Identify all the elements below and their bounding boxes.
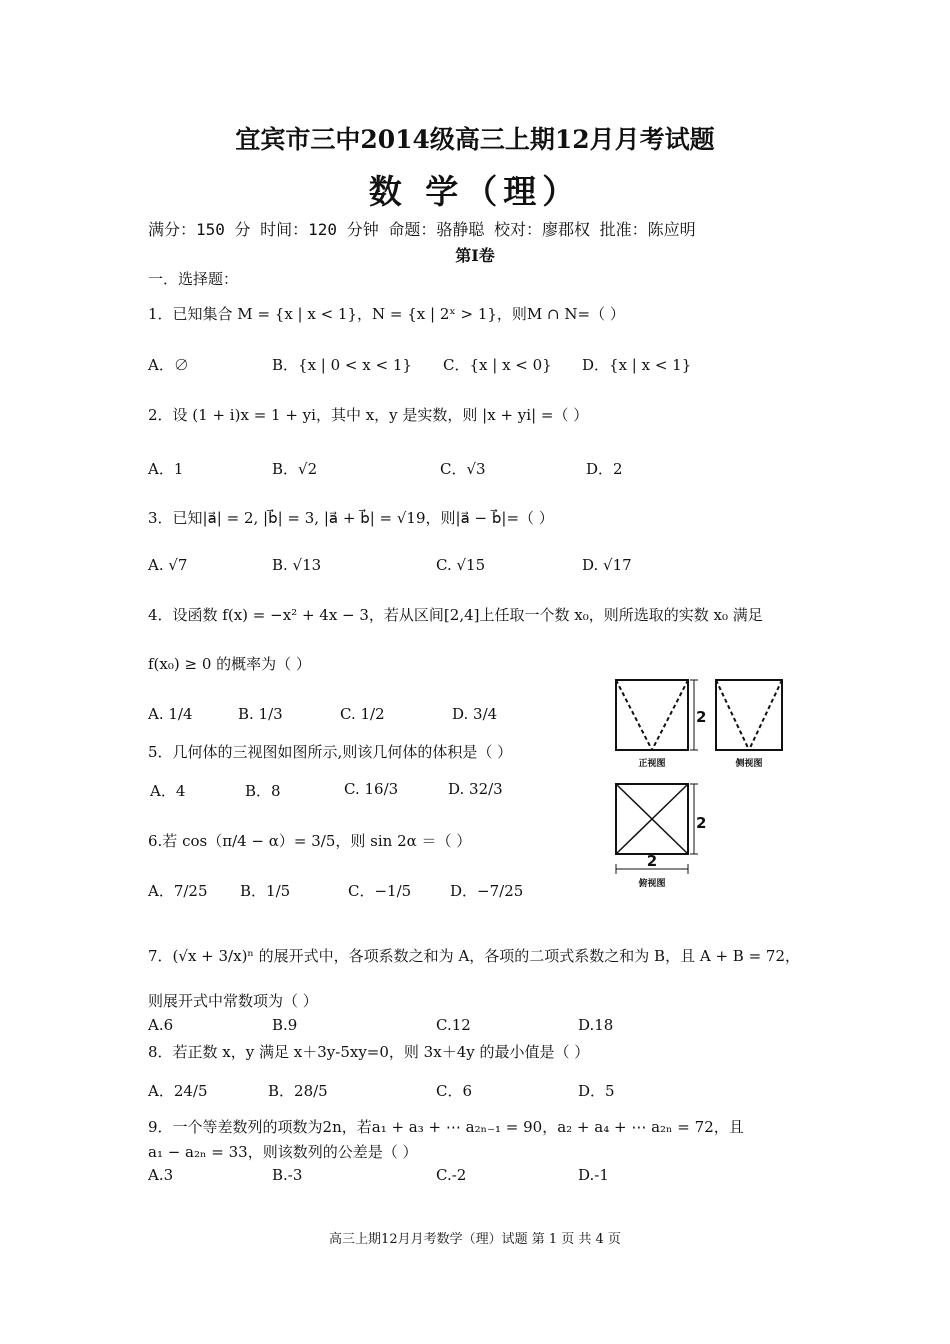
question-9-cont: a₁ − a₂ₙ = 33，则该数列的公差是（ ） (148, 1143, 418, 1161)
page-footer: 高三上期12月月考数学（理）试题 第 1 页 共 4 页 (329, 1232, 621, 1247)
q5-option-c: C. 16/3 (344, 780, 399, 798)
subject-title: 数 学（理） (368, 172, 582, 211)
q4-option-a: A. 1/4 (148, 705, 193, 723)
q4-option-b: B. 1/3 (238, 705, 283, 723)
q7-option-b: B.9 (272, 1016, 298, 1034)
q5-option-b: B．8 (245, 782, 281, 800)
question-1: 1．已知集合 M = {x | x < 1}，N = {x | 2ˣ > 1}，则M ∩ N=（ ） (148, 305, 625, 323)
section-label: 一．选择题： (148, 270, 239, 288)
q1-option-c: C．{x | x < 0} (443, 356, 552, 374)
q3-option-b: B. √13 (272, 556, 322, 574)
question-6: 6.若 cos（π/4 − α）= 3/5，则 sin 2α ＝（ ） (148, 832, 472, 850)
q5-option-a: A．4 (150, 782, 186, 800)
q6-option-c: C．−1/5 (348, 882, 412, 900)
question-7: 7．(√x + 3/x)ⁿ 的展开式中，各项系数之和为 A，各项的二项式系数之和为 B，且 A + B = 72， (148, 947, 800, 965)
question-2: 2．设 (1 + i)x = 1 + yi，其中 x，y 是实数，则 |x + yi| =（ ） (148, 406, 589, 424)
q8-option-a: A．24/5 (148, 1082, 208, 1100)
q2-option-b: B．√2 (272, 460, 318, 478)
q2-option-a: A．1 (148, 460, 184, 478)
q6-option-d: D．−7/25 (450, 882, 524, 900)
question-7-cont: 则展开式中常数项为（ ） (148, 992, 318, 1010)
top-height-dim: 2 (696, 814, 707, 832)
exam-meta: 满分：150 分 时间：120 分钟 命题：骆静聪 校对：廖郡权 批准：陈应明 (148, 220, 696, 239)
exam-title: 宜宾市三中2014级高三上期12月月考试题 (235, 125, 715, 154)
q9-option-c: C.-2 (436, 1166, 467, 1184)
top-view-label: 俯视图 (638, 879, 666, 889)
q9-option-b: B.-3 (272, 1166, 303, 1184)
q1-option-b: B．{x | 0 < x < 1} (272, 356, 412, 374)
q2-option-d: D．2 (586, 460, 623, 478)
front-view-label: 正视图 (638, 759, 666, 769)
volume-label: 第Ⅰ卷 (455, 246, 495, 265)
q4-option-c: C. 1/2 (340, 705, 385, 723)
q8-option-b: B．28/5 (268, 1082, 328, 1100)
question-4: 4．设函数 f(x) = −x² + 4x − 3，若从区间[2,4]上任取一个数 x₀，则所选取的实数 x₀ 满足 (148, 606, 763, 624)
q8-option-d: D．5 (578, 1082, 615, 1100)
three-view-figure (608, 672, 813, 897)
q6-option-b: B．1/5 (240, 882, 291, 900)
question-8: 8．若正数 x，y 满足 x＋3y-5xy=0，则 3x＋4y 的最小值是（ ） (148, 1043, 590, 1061)
q5-option-d: D. 32/3 (448, 780, 503, 798)
q7-option-c: C.12 (436, 1016, 471, 1034)
front-height-dim: 2 (696, 708, 707, 726)
q2-option-c: C．√3 (440, 460, 486, 478)
front-view (616, 680, 698, 750)
q9-option-a: A.3 (148, 1166, 174, 1184)
q9-option-d: D.-1 (578, 1166, 609, 1184)
q4-option-d: D. 3/4 (452, 705, 498, 723)
q6-option-a: A．7/25 (148, 882, 208, 900)
q3-option-c: C. √15 (436, 556, 486, 574)
q7-option-d: D.18 (578, 1016, 614, 1034)
question-4-cont: f(x₀) ≥ 0 的概率为（ ） (148, 655, 311, 673)
top-width-dim: 2 (646, 852, 658, 870)
q8-option-c: C．6 (436, 1082, 473, 1100)
side-view (716, 680, 782, 750)
q7-option-a: A.6 (148, 1016, 174, 1034)
q1-option-d: D．{x | x < 1} (582, 356, 692, 374)
q3-option-d: D. √17 (582, 556, 632, 574)
q3-option-a: A. √7 (148, 556, 188, 574)
q1-option-a: A．∅ (148, 356, 189, 374)
question-5: 5．几何体的三视图如图所示,则该几何体的体积是（ ） (148, 743, 513, 761)
question-9: 9．一个等差数列的项数为2n，若a₁ + a₃ + ⋯ a₂ₙ₋₁ = 90，a₂ + a₄ + ⋯ a₂ₙ = 72，且 (148, 1118, 744, 1136)
side-view-label: 侧视图 (735, 759, 763, 769)
question-3: 3．已知|a⃗| = 2, |b⃗| = 3, |a⃗ + b⃗| = √19，则|a⃗ − b⃗|=（ ） (148, 509, 554, 527)
